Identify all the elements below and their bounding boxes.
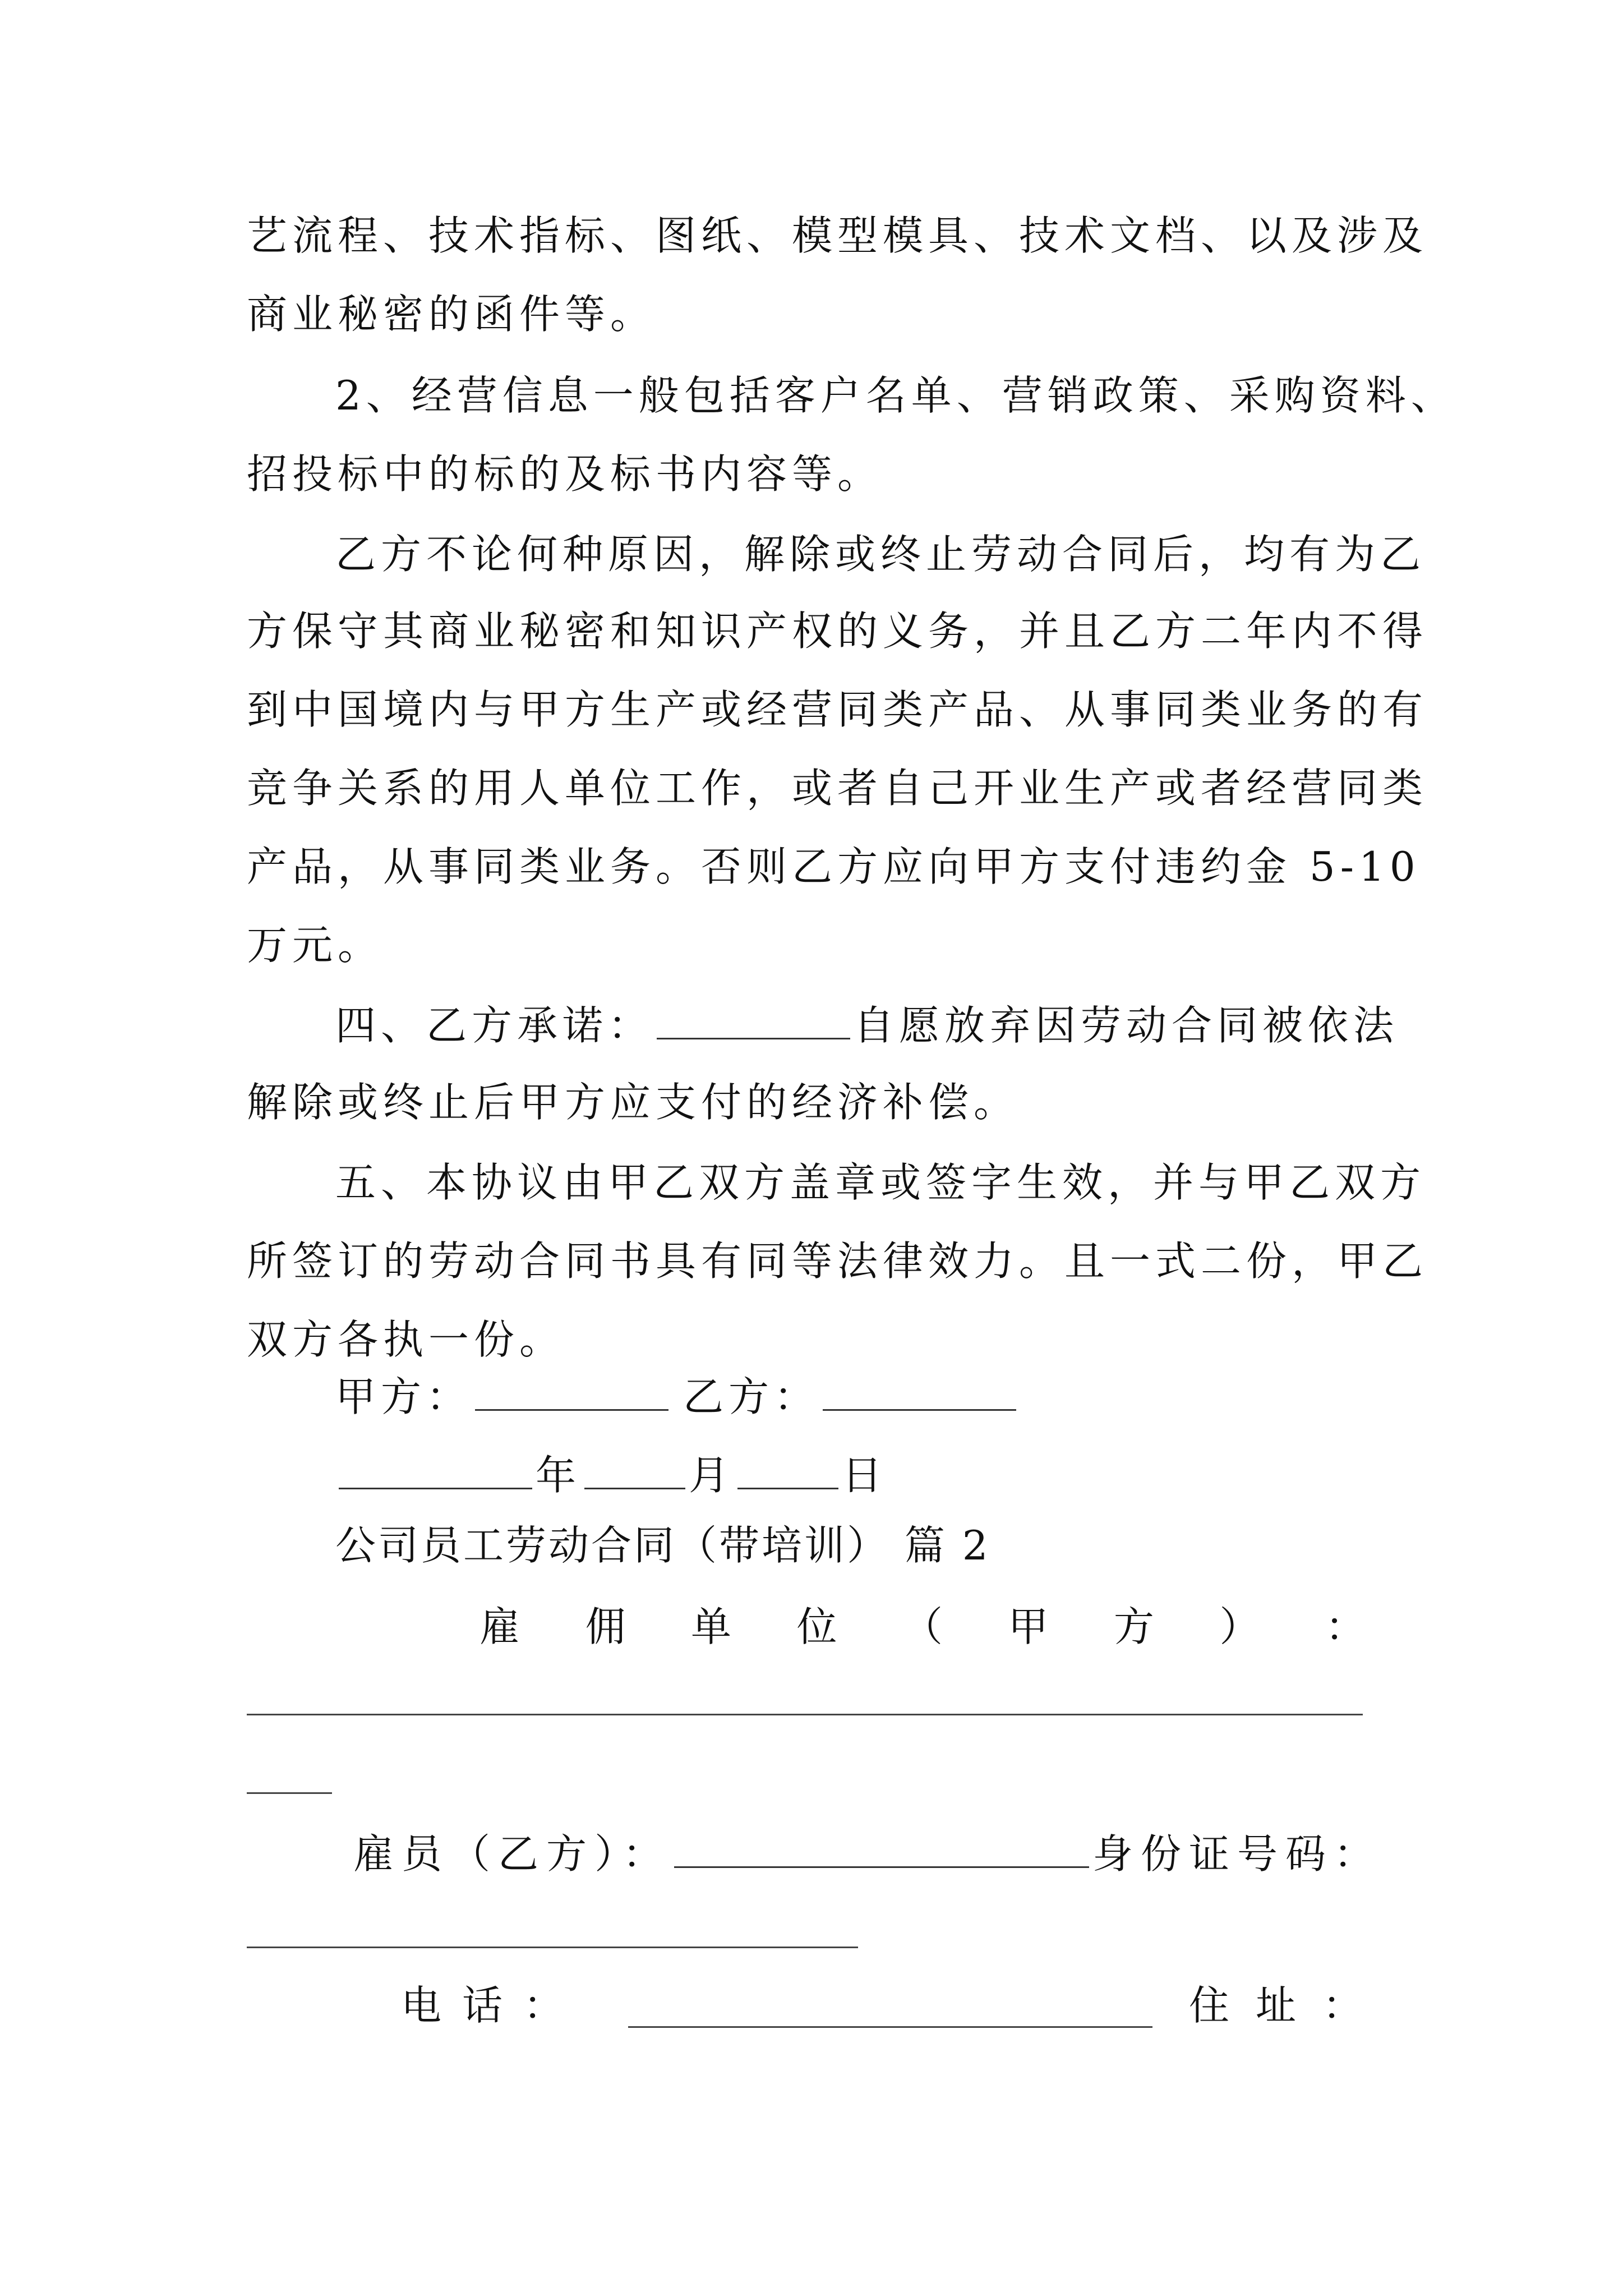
address-label-char: 址 (1255, 1982, 1296, 2029)
commitment-text: 自愿放弃因劳动合同被依法 (854, 1002, 1399, 1049)
day-label: 日 (842, 1452, 888, 1499)
employee-blank[interactable] (674, 1833, 1089, 1868)
employer-label-char: 甲 (1008, 1603, 1049, 1650)
paragraph-4-line-1 (335, 997, 1399, 1053)
signature-line (335, 1369, 1020, 1425)
paragraph-3-line-4: 竞争关系的用人单位工作，或者自己开业生产或者经营同类 (247, 765, 1428, 812)
paragraph-4-line-2: 解除或终止后甲方应支付的经济补偿。 (247, 1079, 1020, 1126)
employer-label-char: ： (1325, 1603, 1366, 1650)
employer-label-char: 位 (796, 1603, 837, 1650)
employer-label-char: 单 (690, 1603, 731, 1650)
year-label: 年 (536, 1452, 582, 1499)
paragraph-3-line-3: 到中国境内与甲方生产或经营同类产品、从事同类业务的有 (247, 686, 1428, 733)
paragraph-3-line-6: 万元。 (247, 922, 384, 969)
commitment-blank[interactable] (657, 1004, 850, 1039)
paragraph-3-line-5: 产品，从事同类业务。否则乙方应向甲方支付违约金 5-10 (247, 843, 1421, 890)
paragraph-3-line-1: 乙方不论何种原因，解除或终止劳动合同后，均有为乙 (335, 531, 1426, 578)
party-b-label: 乙方： (683, 1373, 820, 1420)
paragraph-2-line-1: 2、经营信息一般包括客户名单、营销政策、采购资料、 (335, 372, 1456, 419)
commitment-label: 四、乙方承诺： (335, 1002, 654, 1049)
employer-label-char: 佣 (585, 1603, 626, 1650)
id-number-blank-line[interactable] (247, 1947, 858, 1948)
employer-label-char: 雇 (479, 1603, 520, 1650)
paragraph-5-line-3: 双方各执一份。 (247, 1316, 565, 1363)
employer-blank-line-2[interactable] (247, 1792, 332, 1794)
employer-label-char: 方 (1113, 1603, 1154, 1650)
party-b-blank[interactable] (823, 1375, 1016, 1411)
year-blank[interactable] (339, 1454, 532, 1489)
employer-blank-line-1[interactable] (247, 1714, 1363, 1715)
employer-label (479, 1599, 1366, 1655)
address-label-char: ： (1322, 1982, 1363, 2029)
address-label-char: 住 (1189, 1982, 1230, 2029)
employer-label-char: ） (1219, 1603, 1260, 1650)
id-number-label: 身份证号码： (1092, 1830, 1382, 1878)
phone-label-char: 电 (401, 1982, 442, 2029)
address-label (1189, 1977, 1363, 2033)
date-line (335, 1447, 887, 1503)
party-a-label: 甲方： (335, 1373, 472, 1420)
employer-label-char: （ (902, 1603, 943, 1650)
phone-blank-line[interactable] (628, 2026, 1152, 2028)
phone-label-char: ： (523, 1982, 564, 2029)
paragraph-5-line-2: 所签订的劳动合同书具有同等法律效力。且一式二份，甲乙 (247, 1237, 1428, 1285)
paragraph-5-line-1: 五、本协议由甲乙双方盖章或签字生效，并与甲乙双方 (335, 1159, 1426, 1206)
paragraph-3-line-2: 方保守其商业秘密和知识产权的义务，并且乙方二年内不得 (247, 608, 1428, 655)
phone-label (401, 1977, 564, 2033)
paragraph-1-line-1: 艺流程、技术指标、图纸、模型模具、技术文档、以及涉及 (247, 212, 1428, 259)
month-label: 月 (689, 1452, 735, 1499)
month-blank[interactable] (584, 1454, 685, 1489)
paragraph-2-line-2: 招投标中的标的及标书内容等。 (247, 450, 883, 498)
section-title: 公司员工劳动合同（带培训） 篇 2 (335, 1522, 990, 1569)
phone-label-char: 话 (462, 1982, 502, 2029)
employee-line (353, 1826, 1382, 1882)
day-blank[interactable] (737, 1454, 838, 1489)
employee-label: 雇员（乙方）： (353, 1830, 671, 1878)
party-a-blank[interactable] (475, 1375, 668, 1411)
paragraph-1-line-2: 商业秘密的函件等。 (247, 291, 656, 338)
